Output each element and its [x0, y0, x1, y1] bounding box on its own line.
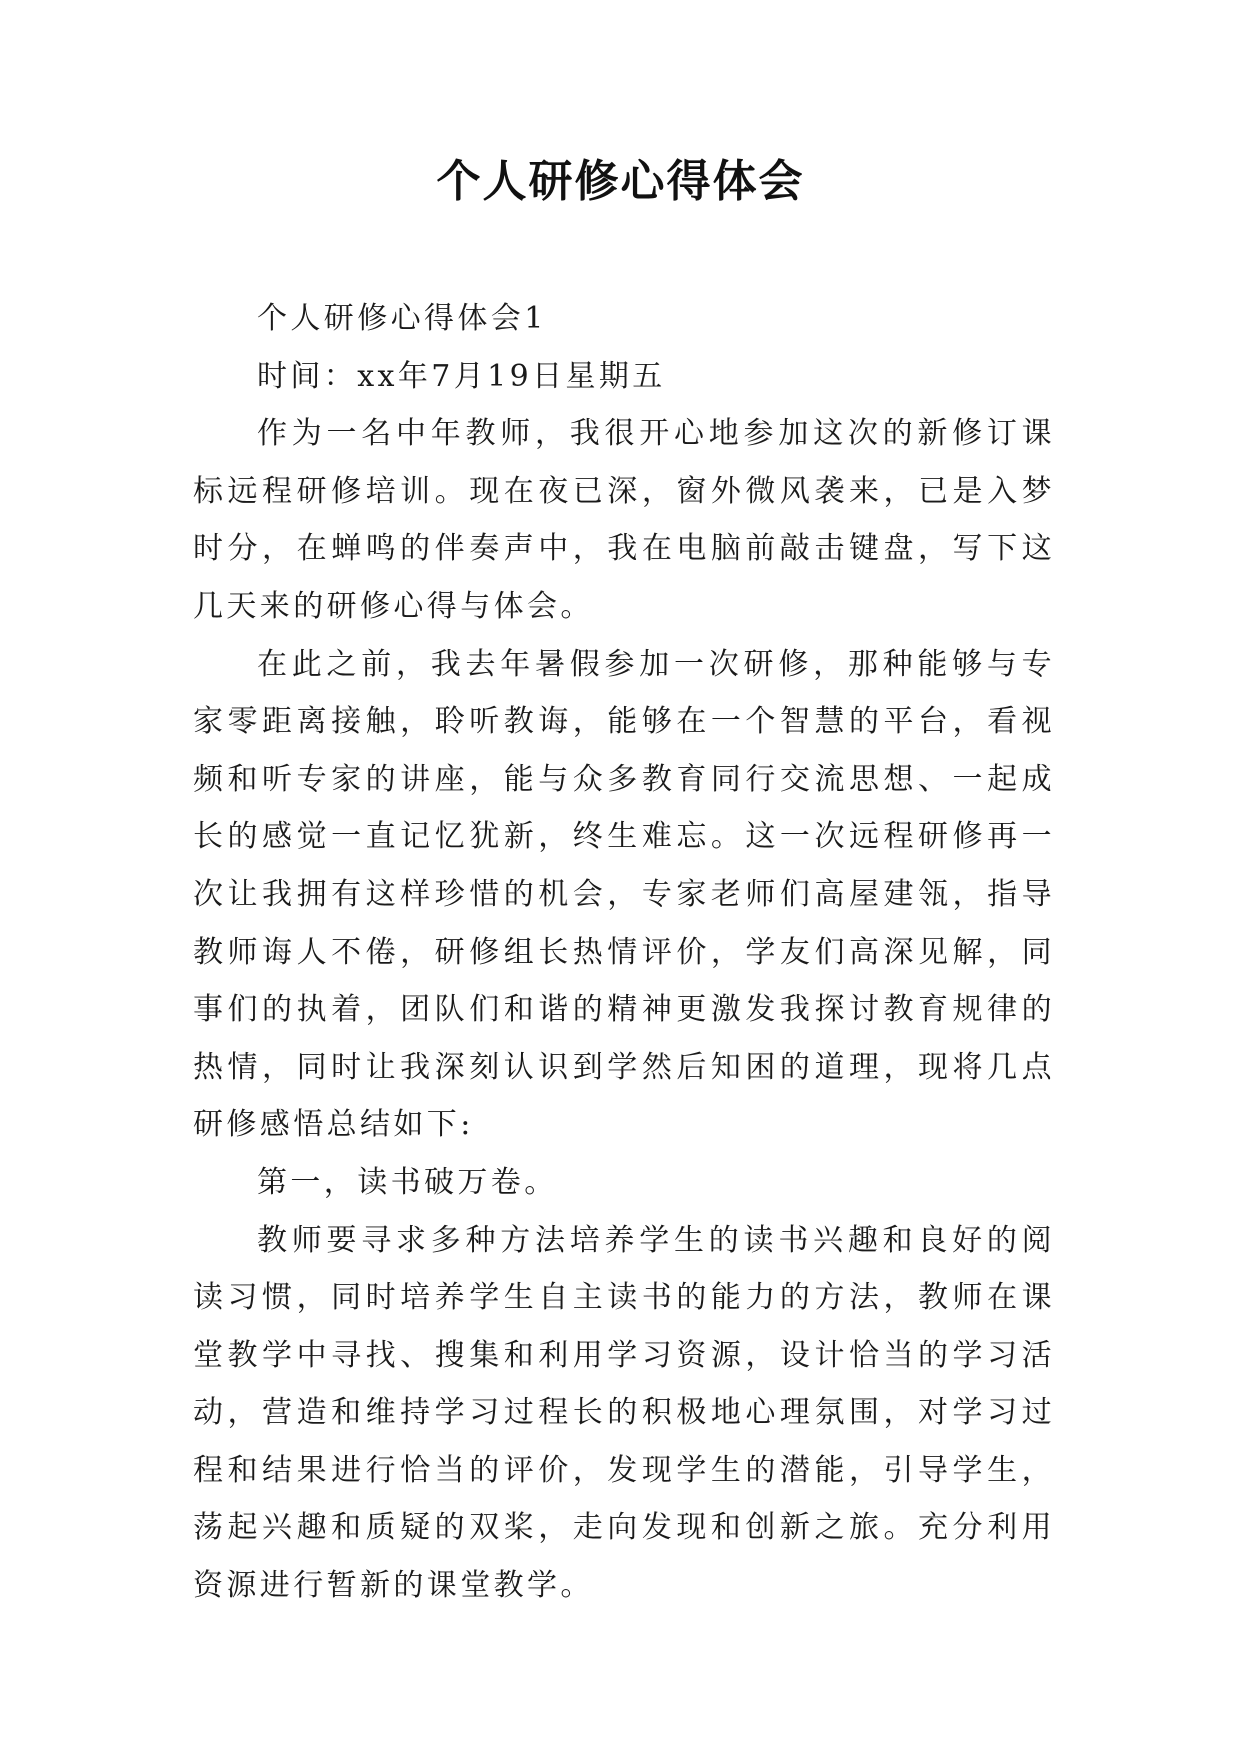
body-paragraph: 教师要寻求多种方法培养学生的读书兴趣和良好的阅读习惯，同时培养学生自主读书的能力的方法，教师在课堂教学中寻找、搜集和利用学习资源，设计恰当的学习活动，营造和维持学习过程长的积极地心理氛围，对学习过程和结果进行恰当的评价，发现学生的潜能，引导学生，荡起兴趣和质疑的双桨，走向发现和创新之旅。充分利用资源进行暂新的课堂教学。: [193, 1222, 1055, 1604]
date-line: 时间：xx年7月19日星期五: [257, 358, 666, 394]
document-title: 个人研修心得体会: [436, 156, 805, 207]
document-body: [193, 290, 1055, 1615]
section-heading: 个人研修心得体会1: [257, 301, 547, 336]
body-paragraph: 在此之前，我去年暑假参加一次研修，那种能够与专家零距离接触，聆听教诲，能够在一个智慧的平台，看视频和听专家的讲座，能与众多教育同行交流思想、一起成长的感觉一直记忆犹新，终生难忘。这一次远程研修再一次让我拥有这样珍惜的机会，专家老师们高屋建瓴，指导教师诲人不倦，研修组长热情评价，学友们高深见解，同事们的执着，团队们和谐的精神更激发我探讨教育规律的热情，同时让我深刻认识到学然后知困的道理，现将几点研修感悟总结如下:: [193, 646, 1055, 1143]
body-paragraph: 作为一名中年教师，我很开心地参加这次的新修订课标远程研修培训。现在夜已深，窗外微风袭来，已是入梦时分，在蝉鸣的伴奏声中，我在电脑前敲击键盘，写下这几天来的研修心得与体会。: [193, 416, 1055, 624]
point-heading: 第一，读书破万卷。: [257, 1164, 558, 1200]
